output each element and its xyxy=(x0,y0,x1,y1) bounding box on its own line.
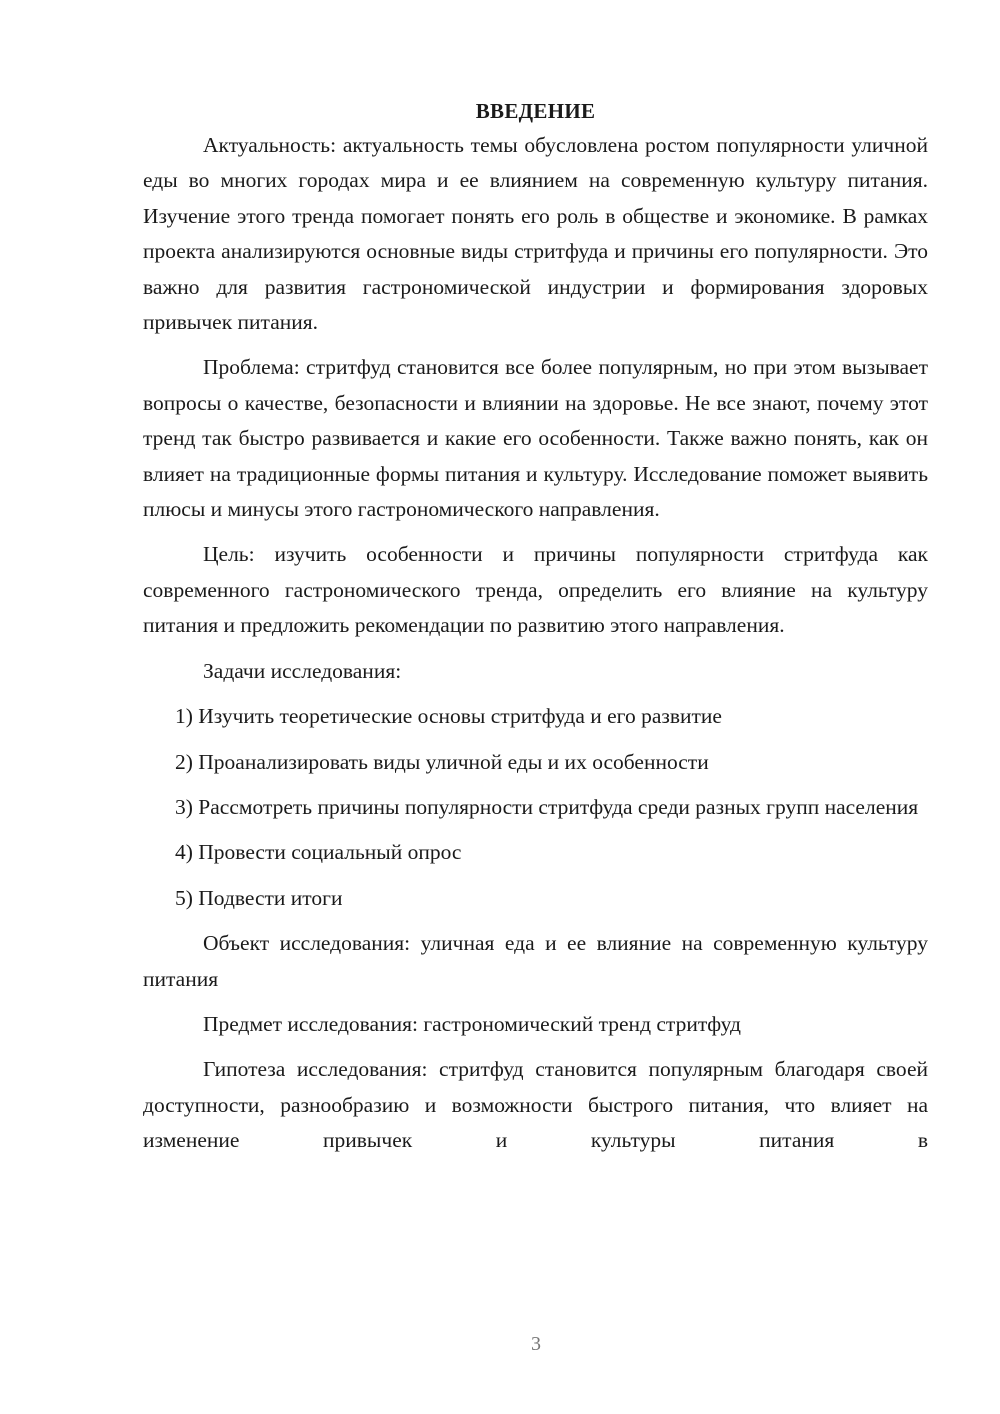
page-number: 3 xyxy=(531,1333,541,1355)
document-page xyxy=(143,96,928,1169)
paragraph-relevance: Актуальность: актуальность темы обусловлена ростом популярности уличной еды во многих городах мира и ее влиянием на современную культуру питания. Изучение этого тренда помогает понять его роль в обществе и экономике. В рамках проекта анализируются основные виды стритфуда и причины его популярности. Это важно для развития гастрономической индустрии и формирования здоровых привычек питания. xyxy=(143,133,928,335)
section-title: ВВЕДЕНИЕ xyxy=(475,99,596,123)
paragraph-problem: Проблема: стритфуд становится все более популярным, но при этом вызывает вопросы о качестве, безопасности и влиянии на здоровье. Не все знают, почему этот тренд так быстро развивается и какие его особенности. Также важно понять, как он влияет на традиционные формы питания и культуру. Исследование поможет выявить плюсы и минусы этого гастрономического направления. xyxy=(143,355,928,522)
paragraph-goal: Цель: изучить особенности и причины популярности стритфуда как современного гастрономического тренда, определить его влияние на культуру питания и предложить рекомендации по развитию этого направления. xyxy=(143,542,928,638)
task-item: 1) Изучить теоретические основы стритфуда и его развитие xyxy=(175,704,722,729)
task-item: 3) Рассмотреть причины популярности стритфуда среди разных групп населения xyxy=(175,794,919,819)
task-item: 5) Подвести итоги xyxy=(175,885,343,910)
paragraph-subject: Предмет исследования: гастрономический тренд стритфуд xyxy=(203,1011,741,1036)
tasks-heading: Задачи исследования: xyxy=(203,658,402,683)
task-item: 4) Провести социальный опрос xyxy=(175,840,462,865)
task-item: 2) Проанализировать виды уличной еды и их особенности xyxy=(175,749,709,774)
paragraph-object: Объект исследования: уличная еда и ее влияние на современную культуру питания xyxy=(143,931,928,991)
paragraph-hypothesis: Гипотеза исследования: стритфуд становится популярным благодаря своей доступности, разнообразию и возможности быстрого питания, что влияет на изменение привычек и культуры питания в xyxy=(143,1057,928,1153)
